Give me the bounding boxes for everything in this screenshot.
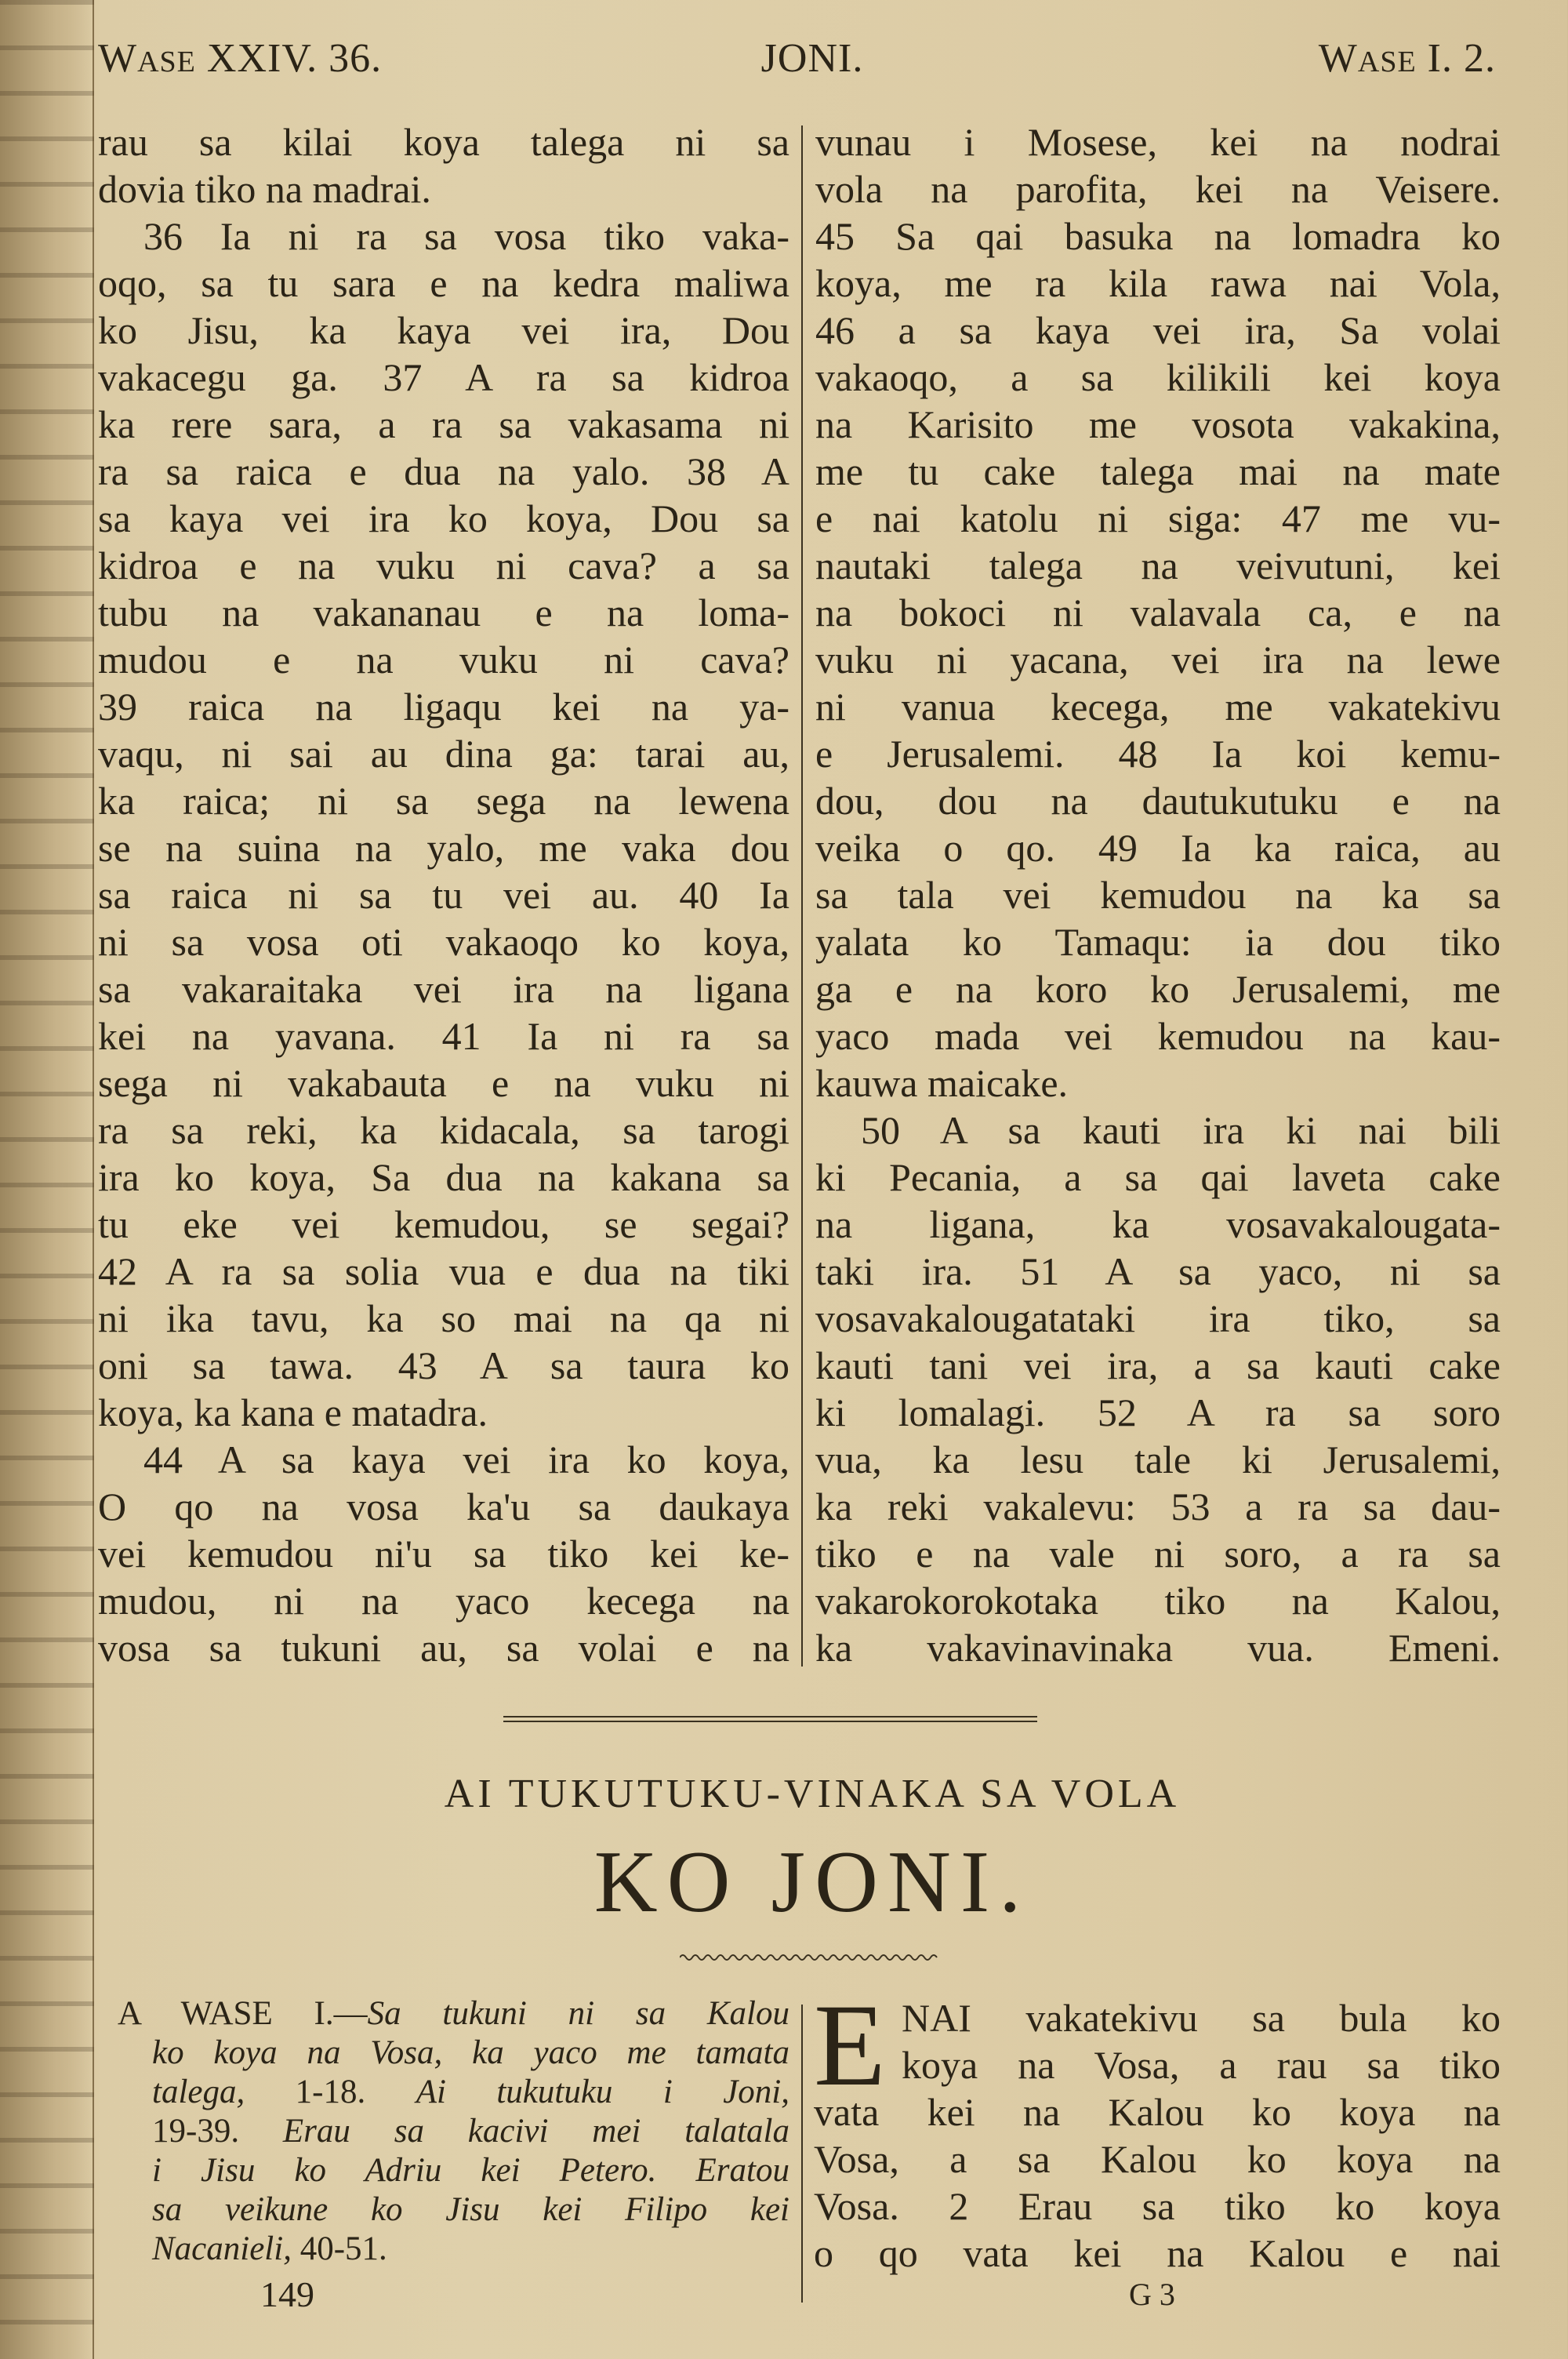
column-divider bbox=[801, 125, 803, 1667]
text-line: ga e na koro ko Jerusalemi, me bbox=[815, 967, 1501, 1011]
text-line: me tu cake talega mai na mate bbox=[815, 449, 1501, 493]
summary-text: ko koya na Vosa, ka yaco me tamata bbox=[152, 2034, 789, 2071]
summary-line bbox=[118, 2230, 789, 2269]
running-head-title: JONI. bbox=[760, 36, 864, 81]
text-line: koya, me ra kila rawa nai Vola, bbox=[815, 261, 1501, 305]
text-line: rau sa kilai koya talega ni sa bbox=[98, 120, 789, 164]
text-line: sa kaya vei ira ko koya, Dou sa bbox=[98, 496, 789, 540]
text-line: vata kei na Kalou ko koya na bbox=[814, 2090, 1501, 2134]
verse-range: 40-51. bbox=[291, 2230, 387, 2267]
book-title-line1: AI TUKUTUKU-VINAKA SA VOLA bbox=[444, 1772, 1181, 1816]
signature-mark: G 3 bbox=[1129, 2277, 1175, 2312]
text-line: ra sa reki, ka kidacala, sa tarogi bbox=[98, 1108, 789, 1152]
text-line: mudou, ni na yaco kecega na bbox=[98, 1579, 789, 1623]
text-line: e Jerusalemi. 48 Ia koi kemu- bbox=[815, 732, 1501, 776]
running-head-right-initial: W bbox=[1318, 36, 1358, 81]
text-line: ki lomalagi. 52 A ra sa soro bbox=[815, 1390, 1501, 1434]
summary-text: Erau sa kacivi mei talatala bbox=[282, 2113, 789, 2150]
text-line: oqo, sa tu sara e na kedra maliwa bbox=[98, 261, 789, 305]
text-line: na ligana, ka vosavakalougata- bbox=[815, 1202, 1501, 1246]
column-divider-lower bbox=[801, 2005, 803, 2303]
text-line: 36 Ia ni ra sa vosa tiko vaka- bbox=[143, 214, 789, 258]
running-head-right-smallcaps: ASE bbox=[1357, 45, 1417, 78]
text-line: na bokoci ni valavala ca, e na bbox=[815, 591, 1501, 634]
text-line: kauwa maicake. bbox=[815, 1061, 1069, 1105]
text-line: ka raica; ni sa sega na lewena bbox=[98, 779, 789, 823]
text-line: NAI vakatekivu sa bula ko bbox=[902, 1996, 1501, 2040]
text-line: vakaoqo, a sa kilikili kei koya bbox=[815, 355, 1501, 399]
running-head-right-ref: I. 2. bbox=[1416, 36, 1496, 81]
summary-text: i Jisu ko Adriu kei Petero. Eratou bbox=[152, 2152, 789, 2189]
text-line: ira ko koya, Sa dua na kakana sa bbox=[98, 1155, 789, 1199]
running-head-right bbox=[1319, 35, 1496, 82]
chapter-summary bbox=[118, 1994, 789, 2269]
text-line: vola na parofita, kei na Veisere. bbox=[815, 167, 1501, 211]
text-line: 44 A sa kaya vei ira ko koya, bbox=[143, 1438, 789, 1481]
text-line: o qo vata kei na Kalou e nai bbox=[814, 2231, 1501, 2275]
text-line: vosa sa tukuni au, sa volai e na bbox=[98, 1626, 789, 1670]
text-line: ni vanua kecega, me vakatekivu bbox=[815, 685, 1501, 729]
text-line: ka rere sara, a ra sa vakasama ni bbox=[98, 402, 789, 446]
summary-line bbox=[118, 1994, 789, 2034]
adjacent-page-edge bbox=[0, 0, 94, 2359]
text-line: vuku ni yacana, vei ira na lewe bbox=[815, 638, 1501, 682]
running-head-left-smallcaps: ASE bbox=[137, 45, 196, 78]
text-line: sa tala vei kemudou na ka sa bbox=[815, 873, 1501, 917]
summary-chapter-label: A WASE I.— bbox=[118, 1995, 368, 2032]
text-line: taki ira. 51 A sa yaco, ni sa bbox=[815, 1249, 1501, 1293]
text-line: kidroa e na vuku ni cava? a sa bbox=[98, 543, 789, 587]
summary-line bbox=[118, 2073, 789, 2112]
text-line: tiko e na vale ni soro, a ra sa bbox=[815, 1532, 1501, 1576]
summary-text: talega, bbox=[152, 2074, 245, 2110]
drop-cap: E bbox=[814, 1980, 886, 2110]
text-line: veika o qo. 49 Ia ka raica, au bbox=[815, 826, 1501, 870]
text-line: nautaki talega na veivutuni, kei bbox=[815, 543, 1501, 587]
summary-line bbox=[118, 2112, 789, 2151]
text-line: kei na yavana. 41 Ia ni ra sa bbox=[98, 1014, 789, 1058]
summary-line bbox=[118, 2034, 789, 2073]
text-line: vua, ka lesu tale ki Jerusalemi, bbox=[815, 1438, 1501, 1481]
wavy-ornament-rule bbox=[680, 1951, 940, 1964]
text-line: ni sa vosa oti vakaoqo ko koya, bbox=[98, 920, 789, 964]
right-text-column bbox=[815, 118, 1501, 1671]
page-number: 149 bbox=[260, 2274, 314, 2314]
text-line: ko Jisu, ka kaya vei ira, Dou bbox=[98, 308, 789, 352]
chapter-one-text bbox=[814, 1980, 1501, 2277]
text-line: 39 raica na ligaqu kei na ya- bbox=[98, 685, 789, 729]
text-line: Vosa, a sa Kalou ko koya na bbox=[814, 2137, 1501, 2181]
summary-text: Sa tukuni ni sa Kalou bbox=[367, 1995, 789, 2032]
text-line: vei kemudou ni'u sa tiko kei ke- bbox=[98, 1532, 789, 1576]
verse-range: 19-39. bbox=[152, 2113, 283, 2150]
text-line: ki Pecania, a sa qai laveta cake bbox=[815, 1155, 1501, 1199]
text-line: vosavakalougatataki ira tiko, sa bbox=[815, 1296, 1501, 1340]
text-line: dovia tiko na madrai. bbox=[98, 167, 431, 211]
text-line: kauti tani vei ira, a sa kauti cake bbox=[815, 1343, 1501, 1387]
text-line: vakarokorokotaka tiko na Kalou, bbox=[815, 1579, 1501, 1623]
text-line: yaco mada vei kemudou na kau- bbox=[815, 1014, 1501, 1058]
text-line: O qo na vosa ka'u sa daukaya bbox=[98, 1485, 789, 1528]
text-line: e nai katolu ni siga: 47 me vu- bbox=[815, 496, 1501, 540]
text-line: 42 A ra sa solia vua e dua na tiki bbox=[98, 1249, 789, 1293]
text-line: sega ni vakabauta e na vuku ni bbox=[98, 1061, 789, 1105]
text-line: vunau i Mosese, kei na nodrai bbox=[815, 120, 1501, 164]
book-title-line2: KO JONI. bbox=[593, 1834, 1031, 1931]
text-line: mudou e na vuku ni cava? bbox=[98, 638, 789, 682]
text-line: ka reki vakalevu: 53 a ra sa dau- bbox=[815, 1485, 1501, 1528]
running-head-left-initial: W bbox=[98, 36, 138, 81]
text-line: sa raica ni sa tu vei au. 40 Ia bbox=[98, 873, 789, 917]
text-line: ka vakavinavinaka vua. Emeni. bbox=[815, 1626, 1501, 1670]
summary-text: Ai tukutuku i Joni, bbox=[416, 2074, 789, 2110]
summary-text: sa veikune ko Jisu kei Filipo kei bbox=[152, 2191, 789, 2228]
text-line: vakacegu ga. 37 A ra sa kidroa bbox=[98, 355, 789, 399]
text-line: tubu na vakananau e na loma- bbox=[98, 591, 789, 634]
text-line: 50 A sa kauti ira ki nai bili bbox=[861, 1108, 1501, 1152]
summary-line bbox=[118, 2151, 789, 2190]
left-text-column bbox=[98, 118, 789, 1671]
double-rule bbox=[503, 1716, 1037, 1722]
summary-text: Nacanieli, bbox=[152, 2230, 292, 2267]
verse-range: 1-18. bbox=[245, 2074, 416, 2110]
text-line: koya na Vosa, a rau sa tiko bbox=[902, 2043, 1501, 2087]
text-line: ni ika tavu, ka so mai na qa ni bbox=[98, 1296, 789, 1340]
text-line: vaqu, ni sai au dina ga: tarai au, bbox=[98, 732, 789, 776]
text-line: dou, dou na dautukutuku e na bbox=[815, 779, 1501, 823]
text-line: oni sa tawa. 43 A sa taura ko bbox=[98, 1343, 789, 1387]
text-line: sa vakaraitaka vei ira na ligana bbox=[98, 967, 789, 1011]
running-head-left-ref: XXIV. 36. bbox=[195, 36, 383, 81]
text-line: ra sa raica e dua na yalo. 38 A bbox=[98, 449, 789, 493]
text-line: na Karisito me vosota vakakina, bbox=[815, 402, 1501, 446]
text-line: 45 Sa qai basuka na lomadra ko bbox=[815, 214, 1501, 258]
text-line: koya, ka kana e matadra. bbox=[98, 1390, 488, 1434]
summary-line bbox=[118, 2190, 789, 2230]
text-line: 46 a sa kaya vei ira, Sa volai bbox=[815, 308, 1501, 352]
text-line: tu eke vei kemudou, se segai? bbox=[98, 1202, 789, 1246]
text-line: Vosa. 2 Erau sa tiko ko koya bbox=[814, 2184, 1501, 2228]
text-line: se na suina na yalo, me vaka dou bbox=[98, 826, 789, 870]
text-line: yalata ko Tamaqu: ia dou tiko bbox=[815, 920, 1501, 964]
